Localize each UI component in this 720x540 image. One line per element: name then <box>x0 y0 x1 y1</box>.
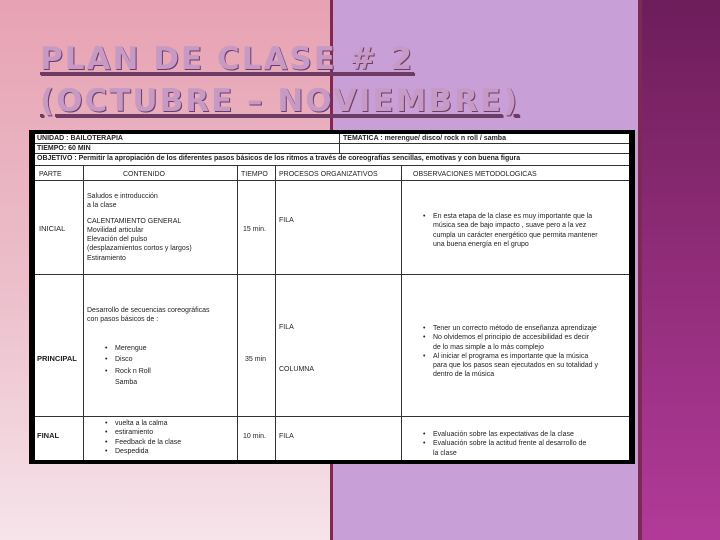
main-observations <box>433 324 598 380</box>
lesson-plan-table <box>35 134 629 460</box>
content-line: Elevación del pulso <box>87 236 148 244</box>
slide-title: PLAN DE CLASE # 2 (OCTUBRE – NOVIEMBRE) <box>40 41 520 119</box>
content-line: Desarrollo de secuencias coreográficas <box>87 307 210 314</box>
unit-label: UNIDAD : BAILOTERAPIA <box>37 135 123 142</box>
main-time: 35 min <box>245 356 267 363</box>
column-header: CONTENIDO <box>123 171 165 178</box>
final-time: 10 min. <box>243 433 266 440</box>
content-line: CALENTAMIENTO GENERAL <box>87 217 182 225</box>
content-line: Estiramiento <box>87 254 126 262</box>
observation-line: para que los pasos sean ejecutados en su totalidad y <box>433 362 599 370</box>
column-header: PROCESOS ORGANIZATIVOS <box>279 171 378 178</box>
observation-line: una buena energía en el grupo <box>433 240 529 248</box>
initial-content <box>87 192 192 263</box>
content-line: (desplazamientos cortos y largos) <box>87 245 192 253</box>
row-separator <box>35 274 629 275</box>
column-header: PARTE <box>39 171 62 178</box>
observation-line: música sea de bajo impacto , suave pero a la vez <box>433 222 587 230</box>
initial-organization: FILA <box>279 217 294 224</box>
closing-item: • estiramiento <box>115 428 181 437</box>
rhythm-item: • Rock n Roll <box>115 367 151 376</box>
objective-label: OBJETIVO : Permitir la apropiación de los diferentes pasos básicos de los ritmos a través de coreografías sencillas, emotivas y con buena figura <box>37 155 521 162</box>
observation-line: • Tener un correcto método de enseñanza aprendizaje <box>433 324 598 333</box>
closing-item: • vuelta a la calma <box>115 419 181 428</box>
objective-row <box>35 154 629 166</box>
final-observations <box>433 430 586 458</box>
unit-row <box>35 134 629 144</box>
final-content-list <box>115 419 181 456</box>
phase-main: PRINCIPAL <box>37 354 77 363</box>
closing-item: • Despedida <box>115 447 181 456</box>
time-row <box>35 144 629 154</box>
closing-item: • Feedback de la clase <box>115 438 181 447</box>
main-content-list <box>115 344 151 387</box>
observation-line: • Evaluación sobre la actitud frente al desarrollo de <box>433 439 586 448</box>
content-line: Saludos e introducción <box>87 193 158 200</box>
observation-line: • En esta etapa de la clase es muy importante que la <box>433 212 598 221</box>
main-organization-column: COLUMNA <box>279 366 315 373</box>
main-organization-line: FILA <box>279 324 294 331</box>
observation-line: • Al iniciar el programa es importante que la música <box>433 352 598 361</box>
content-line: con pasos básicos de : <box>87 316 159 324</box>
observation-line: • Evaluación sobre las expectativas de la clase <box>433 430 586 439</box>
observation-line: dentro de la música <box>433 371 495 379</box>
content-line: a la clase <box>87 202 117 210</box>
initial-observations <box>433 212 598 249</box>
right-background-panel <box>642 0 720 540</box>
row-separator <box>35 180 629 181</box>
rhythm-item: • Merengue <box>115 344 151 353</box>
column-header: OBSERVACIONES METODOLOGICAS <box>413 171 537 178</box>
observation-line: cumpla un carácter energético que permita mantener <box>433 231 598 239</box>
phase-initial: INICIAL <box>39 224 66 233</box>
observation-line: de lo mas simple a lo más complejo <box>433 343 544 351</box>
rhythm-item: Samba <box>115 378 138 386</box>
main-content-intro <box>87 306 210 325</box>
observation-line: • No olvidemos el principio de accesibilidad es decir <box>433 333 598 342</box>
phase-final: FINAL <box>37 431 60 440</box>
observation-line: la clase <box>433 449 457 457</box>
initial-time: 15 min. <box>243 226 266 233</box>
rhythm-item: • Disco <box>115 355 151 364</box>
theme-label: TEMATICA : merengue/ disco/ rock n roll / samba <box>343 135 506 142</box>
time-label: TIEMPO: 60 MIN <box>37 145 91 152</box>
final-organization: FILA <box>279 433 294 440</box>
row-separator <box>35 416 629 417</box>
content-line: Movilidad articular <box>87 226 144 234</box>
column-header: TIEMPO <box>241 171 268 178</box>
